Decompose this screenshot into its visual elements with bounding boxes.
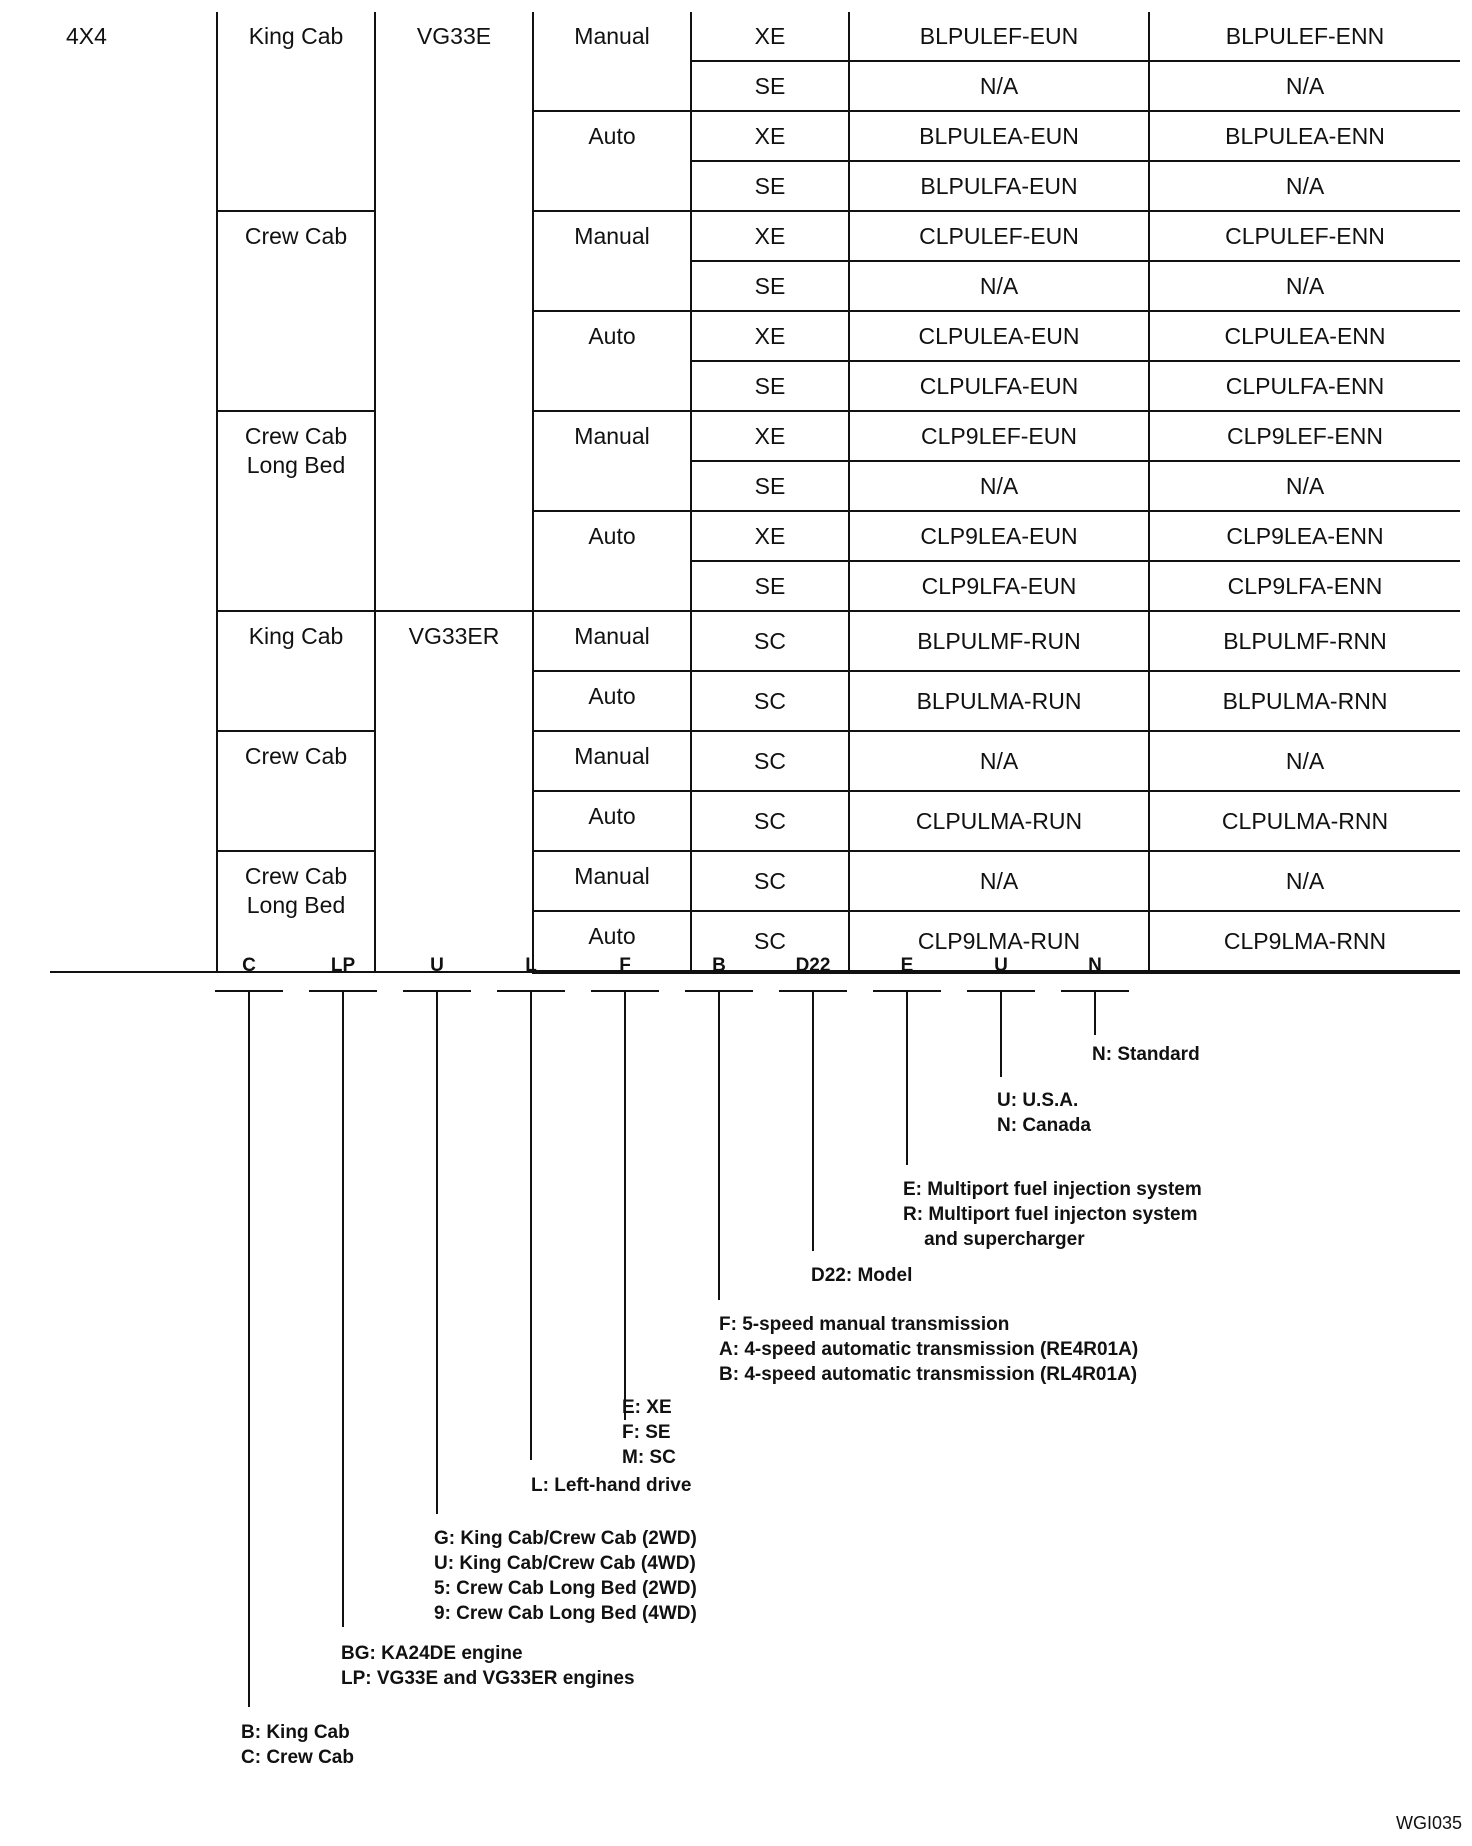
usa-code-cell: BLPULMA-RUN (849, 671, 1149, 731)
code-letter: D22 (795, 955, 831, 976)
canada-code-cell: CLP9LEF-ENN (1149, 411, 1460, 461)
grade-cell: SE (691, 161, 849, 211)
canada-code-cell: CLPULEF-ENN (1149, 211, 1460, 261)
code-leader-line (1000, 990, 1002, 1077)
code-letter: U (994, 955, 1008, 976)
canada-code-cell: CLP9LMA-RNN (1149, 911, 1460, 972)
code-leader-line (624, 990, 626, 1420)
canada-code-cell: N/A (1149, 851, 1460, 911)
canada-code-cell: BLPULMF-RNN (1149, 611, 1460, 671)
canada-code-cell: N/A (1149, 261, 1460, 311)
table-row (50, 411, 1460, 461)
code-legend (622, 1395, 676, 1470)
table-row (50, 851, 1460, 911)
usa-code-cell: CLP9LFA-EUN (849, 561, 1149, 611)
code-letter: C (242, 955, 256, 976)
usa-code-cell: CLPULFA-EUN (849, 361, 1149, 411)
transmission-cell: Manual (533, 851, 691, 911)
code-legend (434, 1526, 697, 1626)
grade-cell: SC (691, 611, 849, 671)
usa-code-cell: BLPULFA-EUN (849, 161, 1149, 211)
transmission-cell: Manual (533, 12, 691, 111)
grade-cell: XE (691, 111, 849, 161)
grade-cell: SC (691, 791, 849, 851)
usa-code-cell: CLP9LEF-EUN (849, 411, 1149, 461)
code-legend (903, 1177, 1202, 1252)
grade-cell: XE (691, 511, 849, 561)
canada-code-cell: BLPULEF-ENN (1149, 12, 1460, 61)
code-legend-line: B: 4-speed automatic transmission (RL4R01A) (719, 1364, 1138, 1385)
canada-code-cell: CLPULEA-ENN (1149, 311, 1460, 361)
grade-cell: SE (691, 561, 849, 611)
code-legend-line: BG: KA24DE engine (341, 1643, 523, 1664)
grade-cell: XE (691, 411, 849, 461)
code-leader-line (248, 990, 250, 1707)
code-legend (531, 1473, 691, 1498)
usa-code-cell: N/A (849, 61, 1149, 111)
code-legend-line: B: King Cab (241, 1722, 350, 1743)
canada-code-cell: BLPULEA-ENN (1149, 111, 1460, 161)
transmission-cell: Auto (533, 671, 691, 731)
code-leader-line (436, 990, 438, 1514)
code-legend-line: F: SE (622, 1422, 671, 1443)
table-row (50, 731, 1460, 791)
grade-cell: SC (691, 671, 849, 731)
code-legend-line: LP: VG33E and VG33ER engines (341, 1668, 635, 1689)
body-type-cell: King Cab (217, 12, 375, 211)
canada-code-cell: CLPULFA-ENN (1149, 361, 1460, 411)
code-legend-line: R: Multiport fuel injecton system (903, 1204, 1198, 1225)
usa-code-cell: CLP9LMA-RUN (849, 911, 1149, 972)
grade-cell: XE (691, 311, 849, 361)
model-code-table (50, 12, 1460, 974)
code-legend-line: L: Left-hand drive (531, 1475, 692, 1496)
canada-code-cell: CLP9LFA-ENN (1149, 561, 1460, 611)
code-legend-line: M: SC (622, 1447, 676, 1468)
usa-code-cell: BLPULMF-RUN (849, 611, 1149, 671)
transmission-cell: Auto (533, 911, 691, 972)
code-legend (811, 1263, 912, 1288)
grade-cell: SE (691, 61, 849, 111)
usa-code-cell: CLPULEA-EUN (849, 311, 1149, 361)
canada-code-cell: N/A (1149, 731, 1460, 791)
code-legend-line: U: U.S.A. (997, 1090, 1079, 1111)
engine-cell: VG33E (375, 12, 533, 611)
body-type-cell: King Cab (217, 611, 375, 731)
code-legend-line: E: Multiport fuel injection system (903, 1179, 1202, 1200)
figure-id: WGI035 (1395, 1813, 1462, 1833)
table-row (50, 12, 1460, 61)
code-leader-line (718, 990, 720, 1300)
usa-code-cell: N/A (849, 851, 1149, 911)
transmission-cell: Auto (533, 791, 691, 851)
body-type-cell: Crew Cab (217, 211, 375, 411)
transmission-cell: Auto (533, 311, 691, 411)
code-leader-line (1094, 990, 1096, 1035)
grade-cell: SE (691, 261, 849, 311)
usa-code-cell: CLPULEF-EUN (849, 211, 1149, 261)
usa-code-cell: N/A (849, 731, 1149, 791)
code-legend (719, 1312, 1138, 1387)
grade-cell: SC (691, 851, 849, 911)
code-legend (1092, 1042, 1200, 1067)
usa-code-cell: BLPULEF-EUN (849, 12, 1149, 61)
grade-cell: SC (691, 911, 849, 972)
transmission-cell: Manual (533, 731, 691, 791)
canada-code-cell: BLPULMA-RNN (1149, 671, 1460, 731)
drive-cell: 4X4 (50, 12, 217, 972)
code-legend-line: G: King Cab/Crew Cab (2WD) (434, 1528, 697, 1549)
engine-cell: VG33ER (375, 611, 533, 972)
transmission-cell: Manual (533, 211, 691, 311)
model-code-diagram (0, 940, 1472, 1820)
code-legend-line: U: King Cab/Crew Cab (4WD) (434, 1553, 696, 1574)
code-legend-line: F: 5-speed manual transmission (719, 1314, 1010, 1335)
code-legend-line: N: Canada (997, 1115, 1091, 1136)
code-leader-line (812, 990, 814, 1251)
transmission-cell: Auto (533, 111, 691, 211)
code-leader-line (342, 990, 344, 1627)
canada-code-cell: N/A (1149, 461, 1460, 511)
body-type-cell: Crew Cab Long Bed (217, 411, 375, 611)
usa-code-cell: CLPULMA-RUN (849, 791, 1149, 851)
code-letter: U (430, 955, 444, 976)
code-legend (241, 1720, 354, 1770)
transmission-cell: Manual (533, 611, 691, 671)
canada-code-cell: CLPULMA-RNN (1149, 791, 1460, 851)
code-legend-line: E: XE (622, 1397, 672, 1418)
code-legend (997, 1088, 1091, 1138)
code-legend-line: and supercharger (903, 1229, 1085, 1250)
code-legend (341, 1641, 635, 1691)
table-row (50, 611, 1460, 671)
code-legend-line: D22: Model (811, 1265, 913, 1286)
code-letter: B (712, 955, 726, 976)
code-letter: L (525, 955, 537, 976)
code-letter: N (1088, 955, 1102, 976)
code-legend-line: C: Crew Cab (241, 1747, 354, 1768)
body-type-cell: Crew Cab Long Bed (217, 851, 375, 972)
code-legend-line: N: Standard (1092, 1044, 1200, 1065)
code-legend-line: A: 4-speed automatic transmission (RE4R01A) (719, 1339, 1139, 1360)
transmission-cell: Manual (533, 411, 691, 511)
transmission-cell: Auto (533, 511, 691, 611)
table-row (50, 211, 1460, 261)
code-leader-line (530, 990, 532, 1460)
grade-cell: SC (691, 731, 849, 791)
grade-cell: SE (691, 461, 849, 511)
canada-code-cell: N/A (1149, 61, 1460, 111)
canada-code-cell: N/A (1149, 161, 1460, 211)
body-type-cell: Crew Cab (217, 731, 375, 851)
usa-code-cell: CLP9LEA-EUN (849, 511, 1149, 561)
grade-cell: XE (691, 211, 849, 261)
code-leader-line (906, 990, 908, 1165)
usa-code-cell: BLPULEA-EUN (849, 111, 1149, 161)
usa-code-cell: N/A (849, 261, 1149, 311)
code-letter: F (619, 955, 631, 976)
code-legend-line: 9: Crew Cab Long Bed (4WD) (434, 1603, 697, 1624)
code-letter: LP (330, 955, 356, 976)
grade-cell: XE (691, 12, 849, 61)
usa-code-cell: N/A (849, 461, 1149, 511)
grade-cell: SE (691, 361, 849, 411)
canada-code-cell: CLP9LEA-ENN (1149, 511, 1460, 561)
code-legend-line: 5: Crew Cab Long Bed (2WD) (434, 1578, 697, 1599)
code-letter: E (900, 955, 914, 976)
